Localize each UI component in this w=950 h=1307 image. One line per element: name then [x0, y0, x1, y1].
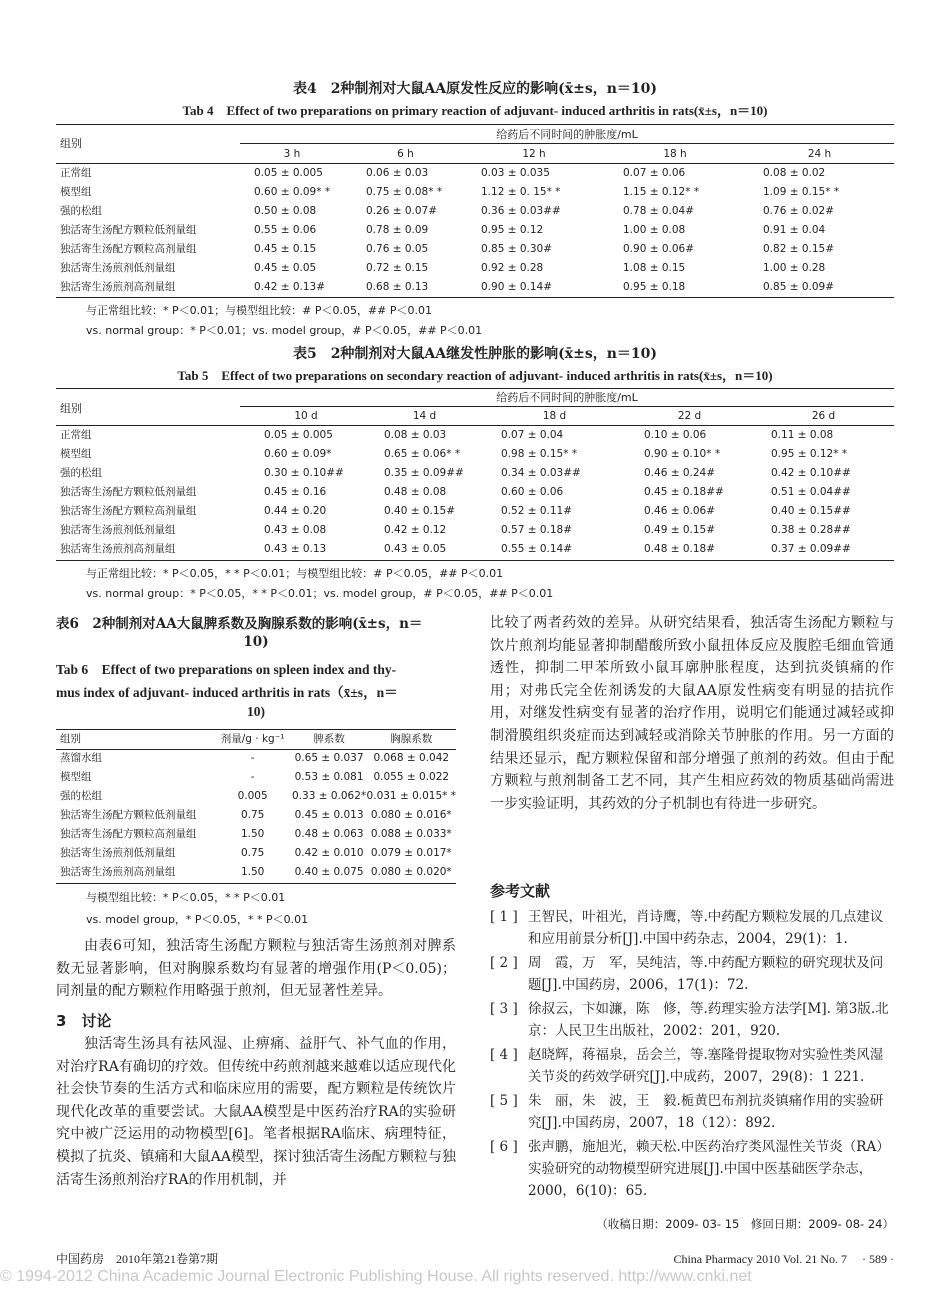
tab4-value-cell: 1.08 ± 0.15	[623, 262, 686, 274]
tab5-value-cell: 0.30 ± 0.10##	[264, 467, 344, 479]
table-row	[56, 502, 894, 521]
tab5-value-cell: 0.90 ± 0.10* *	[644, 448, 721, 460]
tab4-value-cell: 0.05 ± 0.005	[254, 167, 323, 179]
tab4-value-cell: 0.91 ± 0.04	[763, 224, 826, 236]
tab4-group-cell: 强的松组	[60, 205, 102, 217]
tab4-col-header: 6 h	[397, 148, 414, 160]
reference-text: 赵晓辉，蒋福泉，岳会兰，等.塞隆骨提取物对实验性类风湿关节炎的药效学研究[J].中成药，2007，29(8)：1 221.	[528, 1047, 884, 1085]
reference-number: [ 4 ]	[490, 1047, 518, 1063]
tab4-value-cell: 0.50 ± 0.08	[254, 205, 317, 217]
tab5-value-cell: 0.44 ± 0.20	[264, 505, 327, 517]
tab6-cell: 0.079 ± 0.017*	[370, 847, 452, 859]
tab4-col-header: 18 h	[663, 148, 687, 160]
tab6-note-cn: 与模型组比较：* P＜0.05，* * P＜0.01	[86, 891, 286, 904]
tab6-header-rule	[56, 749, 456, 750]
tab4-caption-cn: 表4 2种制剂对大鼠AA原发性反应的影响(x̄±s，n＝10)	[292, 81, 658, 97]
tab5-header-rule	[56, 425, 894, 426]
tab5-value-cell: 0.43 ± 0.05	[384, 543, 447, 555]
tab4-group-cell: 正常组	[60, 167, 92, 179]
tab5-value-cell: 0.35 ± 0.09##	[384, 467, 464, 479]
reference-item	[490, 1136, 894, 1202]
left-body	[56, 935, 456, 1003]
tab4-value-cell: 0.78 ± 0.09	[366, 224, 429, 236]
tab5-note-cn: 与正常组比较：* P＜0.05，* * P＜0.01；与模型组比较：# P＜0.05，## P＜0.01	[86, 567, 504, 580]
reference-text: 朱 丽，朱 波，王 毅.栀黄巴布剂抗炎镇痛作用的实验研究[J].中国药房，2007，18（12）：892.	[528, 1093, 884, 1131]
reference-text: 徐叔云，卞如濂，陈 修，等.药理实验方法学[M]. 第3版.北京：人民卫生出版社，2002：201，920.	[528, 1001, 889, 1039]
tab4-value-cell: 0.75 ± 0.08* *	[366, 186, 443, 198]
table-row	[56, 825, 456, 844]
tab5-col-header: 10 d	[294, 410, 318, 422]
tab6-caption-cn-1: 表6 2种制剂对AA大鼠脾系数及胸腺系数的影响(x̄±s，n＝	[56, 616, 423, 632]
paragraph-discussion-cont: 比较了两者药效的差异。从研究结果看，独活寄生汤配方颗粒与饮片煎剂均能显著抑制醋酸所致小鼠扭体反应及腹腔毛细血管通透性，抑制二甲苯所致小鼠耳廓肿胀程度，达到抗炎镇痛的作用；对弗氏完全佐剂诱发的大鼠AA原发性病变有明显的拮抗作用，对继发性病变有显著的治疗作用，说明它们能通过减轻或抑制滑膜组织炎症而达到减轻或消除关节肿胀的作用。另一方面的结果还显示，配方颗粒保留和部分增强了煎剂的药效。但由于配方颗粒与煎剂制备工艺不同，其产生相应药效的物质基础尚需进一步实验证明，其药效的分子机制也有待进一步研究。	[490, 615, 894, 812]
tab6-caption-en-3: 10)	[247, 704, 265, 719]
tab5-value-cell: 0.38 ± 0.28##	[771, 524, 851, 536]
tab5-value-cell: 0.37 ± 0.09##	[771, 543, 851, 555]
tab6-cell: 独活寄生汤配方颗粒低剂量组	[60, 809, 197, 821]
footer-journal-cn: 中国药房 2010年第21卷第7期	[56, 1252, 219, 1266]
table-row	[56, 183, 894, 202]
tab4-group-cell: 独活寄生汤配方颗粒高剂量组	[60, 243, 197, 255]
tab4-group-cell: 独活寄生汤煎剂低剂量组	[60, 262, 176, 274]
tab6-cell: -	[250, 752, 255, 764]
tab4-value-cell: 0.08 ± 0.02	[763, 167, 826, 179]
reference-text: 张声鹏，施旭光，赖天松.中医药治疗类风湿性关节炎（RA）实验研究的动物模型研究进展[J].中国中医基础医学杂志，2000，6(10)：65.	[528, 1139, 890, 1199]
tab5-col-header: 18 d	[542, 410, 567, 422]
tab4-value-cell: 0.42 ± 0.13#	[254, 281, 326, 293]
tab6-col-header: 脾系数	[313, 733, 345, 745]
tab4-header-blank	[56, 145, 236, 164]
tab4-group-cell: 模型组	[60, 186, 92, 198]
tab5-value-cell: 0.46 ± 0.06#	[644, 505, 716, 517]
table-row	[56, 445, 894, 464]
reference-number: [ 2 ]	[490, 955, 518, 971]
tab6-cell: 0.088 ± 0.033*	[370, 828, 452, 840]
tab5-caption-en: Tab 5 Effect of two preparations on secondary reaction of adjuvant- induced arthritis in rats(x̄±s，n＝10)	[177, 368, 773, 383]
tab4-span-rule	[240, 143, 894, 144]
tab6-col-header: 组别	[60, 733, 81, 745]
tab5-value-cell: 0.55 ± 0.14#	[501, 543, 573, 555]
right-body	[490, 612, 894, 815]
table-row	[56, 540, 894, 559]
tab5-value-cell: 0.40 ± 0.15##	[771, 505, 851, 517]
tab6-caption-en-2: mus index of adjuvant- induced arthritis in rats（x̄±s，n＝	[56, 685, 398, 700]
copyright-watermark: © 1994-2012 China Academic Journal Electronic Publishing House. All rights reserved. http://www.cnki.net	[0, 1268, 752, 1285]
tab4-value-cell: 0.36 ± 0.03##	[481, 205, 561, 217]
footer-journal-en: China Pharmacy 2010 Vol. 21 No. 7 · 589 ·	[673, 1252, 894, 1266]
tab6-cell: 蒸馏水组	[60, 752, 102, 764]
tab5-col-header: 22 d	[677, 410, 702, 422]
tab6-cell: 0.055 ± 0.022	[373, 771, 450, 783]
tab6-cell: 0.031 ± 0.015* *	[366, 790, 456, 802]
tab4-value-cell: 0.85 ± 0.09#	[763, 281, 835, 293]
tab4-header-rule	[56, 163, 894, 164]
tab4-value-cell: 0.06 ± 0.03	[366, 167, 429, 179]
references-heading: 参考文献	[490, 882, 551, 900]
tab6-cell: 0.48 ± 0.063	[294, 828, 364, 840]
tab6-cell: 0.42 ± 0.010	[294, 847, 364, 859]
tab5-note-en: vs. normal group：* P＜0.05，* * P＜0.01；vs. model group，# P＜0.05，## P＜0.01	[86, 587, 554, 600]
tab5-value-cell: 0.49 ± 0.15#	[644, 524, 716, 536]
tab4-value-cell: 0.55 ± 0.06	[254, 224, 317, 236]
table-row	[56, 278, 894, 297]
tab5-group-cell: 独活寄生汤煎剂低剂量组	[60, 524, 176, 536]
tab6-cell: 0.005	[237, 790, 268, 802]
tab4-value-cell: 0.78 ± 0.04#	[623, 205, 695, 217]
tab4-header-row	[56, 145, 894, 164]
tab5-value-cell: 0.60 ± 0.06	[501, 486, 564, 498]
tab5-value-cell: 0.43 ± 0.08	[264, 524, 327, 536]
tab4-top-rule	[56, 124, 894, 125]
tab5-value-cell: 0.98 ± 0.15* *	[501, 448, 578, 460]
paragraph-discussion: 独活寄生汤具有祛风湿、止痹痛、益肝气、补气血的作用，对治疗RA有确切的疗效。但传统中药煎剂越来越难以适应现代化社会快节奏的生活方式和临床应用的需要，配方颗粒是传统饮片现代化改革的重要尝试。大鼠AA模型是中医药治疗RA的实验研究中被广泛运用的动物模型[6]。笔者根据RA临床、病理特征，模拟了抗炎、镇痛和大鼠AA模型，探讨独活寄生汤配方颗粒与独活寄生汤煎剂治疗RA的作用机制，并	[56, 1036, 456, 1188]
tab6-cell: 独活寄生汤配方颗粒高剂量组	[60, 828, 197, 840]
tab5-value-cell: 0.46 ± 0.24#	[644, 467, 716, 479]
tab6-cell: 0.33 ± 0.062*	[292, 790, 367, 802]
tab5-value-cell: 0.95 ± 0.12* *	[771, 448, 848, 460]
tab4-span-header: 给药后不同时间的肿胀度/mL	[496, 128, 638, 141]
tab4-value-cell: 0.92 ± 0.28	[481, 262, 544, 274]
tab5-value-cell: 0.10 ± 0.06	[644, 429, 707, 441]
tab4-group-cell: 独活寄生汤煎剂高剂量组	[60, 281, 176, 293]
tab6-cell: 强的松组	[60, 790, 102, 802]
tab5-value-cell: 0.34 ± 0.03##	[501, 467, 581, 479]
tab4-value-cell: 0.95 ± 0.18	[623, 281, 686, 293]
tab6-bottom-rule	[56, 883, 456, 884]
tab4-value-cell: 0.45 ± 0.05	[254, 262, 317, 274]
section-heading-discussion: 3 讨论	[56, 1012, 112, 1030]
table-row	[56, 259, 894, 278]
tab4-value-cell: 0.76 ± 0.02#	[763, 205, 835, 217]
tab6-note-en: vs. model group，* P＜0.05，* * P＜0.01	[86, 913, 309, 926]
tab6-cell: 1.50	[240, 828, 265, 840]
tab5-value-cell: 0.40 ± 0.15#	[384, 505, 456, 517]
tab5-value-cell: 0.43 ± 0.13	[264, 543, 327, 555]
received-dates: （收稿日期：2009- 03- 15 修回日期：2009- 08- 24）	[596, 1217, 894, 1231]
tab6-caption-en-1: Tab 6 Effect of two preparations on spleen index and thy-	[56, 662, 397, 677]
left-body-2	[56, 1033, 456, 1191]
table-row	[56, 221, 894, 240]
tab4-value-cell: 0.90 ± 0.14#	[481, 281, 553, 293]
tab4-value-cell: 0.85 ± 0.30#	[481, 243, 553, 255]
tab5-value-cell: 0.51 ± 0.04##	[771, 486, 851, 498]
tab5-col-header: 26 d	[811, 410, 836, 422]
table-row	[56, 768, 456, 787]
tab6-cell: 0.65 ± 0.037	[294, 752, 364, 764]
tab4-note-en: vs. normal group：* P＜0.01；vs. model group，# P＜0.05，## P＜0.01	[86, 324, 483, 337]
tab5-value-cell: 0.08 ± 0.03	[384, 429, 447, 441]
tab4-value-cell: 0.76 ± 0.05	[366, 243, 429, 255]
tab5-value-cell: 0.11 ± 0.08	[771, 429, 834, 441]
reference-number: [ 1 ]	[490, 909, 518, 925]
tab6-cell: 独活寄生汤煎剂低剂量组	[60, 847, 176, 859]
tab4-table	[56, 145, 894, 297]
tab4-value-cell: 0.72 ± 0.15	[366, 262, 429, 274]
tab5-group-cell: 强的松组	[60, 467, 102, 479]
tab4-value-cell: 0.07 ± 0.06	[623, 167, 686, 179]
tab6-cell: 0.75	[240, 847, 265, 859]
tab6-cell: 模型组	[60, 771, 92, 783]
tab5-header-row	[56, 407, 894, 426]
tab5-col-header: 14 d	[412, 410, 437, 422]
tab6-cell: 独活寄生汤煎剂高剂量组	[60, 866, 176, 878]
tab4-col-header: 12 h	[522, 148, 546, 160]
tab5-group-cell: 独活寄生汤配方颗粒高剂量组	[60, 505, 197, 517]
tab5-group-cell: 独活寄生汤配方颗粒低剂量组	[60, 486, 197, 498]
reference-item	[490, 952, 894, 996]
reference-item	[490, 906, 894, 950]
tab5-value-cell: 0.05 ± 0.005	[264, 429, 333, 441]
tab4-caption-en: Tab 4 Effect of two preparations on primary reaction of adjuvant- induced arthritis in rats(x̄±s，n＝10)	[182, 103, 768, 118]
table-row	[56, 863, 456, 882]
tab6-col-header: 胸腺系数	[390, 733, 433, 745]
tab5-group-header: 组别	[60, 402, 82, 415]
tab5-value-cell: 0.42 ± 0.10##	[771, 467, 851, 479]
paragraph-table6-result: 由表6可知，独活寄生汤配方颗粒与独活寄生汤煎剂对脾系数无显著影响，但对胸腺系数均有显著的增强作用(P＜0.05)；同剂量的配方颗粒作用略强于煎剂，但无显著性差异。	[56, 938, 456, 1000]
tab6-cell: 0.080 ± 0.016*	[370, 809, 452, 821]
tab6-cell: 0.40 ± 0.075	[294, 866, 364, 878]
tab5-value-cell: 0.52 ± 0.11#	[501, 505, 573, 517]
tab4-value-cell: 0.95 ± 0.12	[481, 224, 544, 236]
tab4-value-cell: 0.82 ± 0.15#	[763, 243, 835, 255]
tab5-value-cell: 0.48 ± 0.18#	[644, 543, 716, 555]
table-row	[56, 164, 894, 183]
references-list	[490, 906, 894, 1204]
tab4-value-cell: 1.15 ± 0.12* *	[623, 186, 700, 198]
tab4-bottom-rule	[56, 297, 894, 298]
tab4-value-cell: 0.90 ± 0.06#	[623, 243, 695, 255]
tab4-value-cell: 0.26 ± 0.07#	[366, 205, 438, 217]
reference-number: [ 5 ]	[490, 1093, 518, 1109]
table-row	[56, 240, 894, 259]
tab4-value-cell: 0.60 ± 0.09* *	[254, 186, 331, 198]
table-row	[56, 464, 894, 483]
table-row	[56, 483, 894, 502]
tab6-cell: 0.068 ± 0.042	[373, 752, 450, 764]
tab5-value-cell: 0.42 ± 0.12	[384, 524, 447, 536]
reference-text: 王智民，叶祖光，肖诗鹰，等.中药配方颗粒发展的几点建议和应用前景分析[J].中国中药杂志，2004，29(1)：1.	[528, 909, 884, 947]
table-row	[56, 426, 894, 445]
reference-number: [ 3 ]	[490, 1001, 518, 1017]
tab4-value-cell: 0.68 ± 0.13	[366, 281, 429, 293]
tab4-value-cell: 1.09 ± 0.15* *	[763, 186, 840, 198]
tab4-col-header: 24 h	[807, 148, 832, 160]
tab4-col-header: 3 h	[283, 148, 301, 160]
table-row	[56, 202, 894, 221]
reference-text: 周 霞，万 军，吴纯洁，等.中药配方颗粒的研究现状及问题[J].中国药房，2006，17(1)：72.	[528, 955, 884, 993]
tab6-cell: 0.080 ± 0.020*	[370, 866, 452, 878]
tab4-value-cell: 1.12 ± 0. 15* *	[481, 186, 561, 198]
tab4-note-cn: 与正常组比较：* P＜0.01；与模型组比较：# P＜0.05，## P＜0.01	[86, 304, 433, 317]
tab5-group-cell: 独活寄生汤煎剂高剂量组	[60, 543, 176, 555]
tab4-group-header: 组别	[60, 137, 82, 150]
tab6-caption-cn-2: 10)	[243, 634, 269, 650]
tab5-caption-cn: 表5 2种制剂对大鼠AA继发性肿胀的影响(x̄±s，n＝10)	[292, 346, 658, 362]
tab6-col-header: 剂量/g · kg⁻¹	[220, 733, 285, 745]
tab5-bottom-rule	[56, 560, 894, 561]
tab5-value-cell: 0.07 ± 0.04	[501, 429, 564, 441]
tab5-value-cell: 0.60 ± 0.09*	[264, 448, 332, 460]
table-row	[56, 787, 456, 806]
reference-item	[490, 1044, 894, 1088]
tab4-value-cell: 1.00 ± 0.08	[623, 224, 686, 236]
tab5-value-cell: 0.45 ± 0.18##	[644, 486, 724, 498]
tab6-cell: 1.50	[240, 866, 265, 878]
reference-number: [ 6 ]	[490, 1139, 518, 1155]
table-row	[56, 806, 456, 825]
tab6-cell: 0.45 ± 0.013	[294, 809, 364, 821]
tab5-group-cell: 模型组	[60, 448, 92, 460]
tab4-group-cell: 独活寄生汤配方颗粒低剂量组	[60, 224, 197, 236]
tab6-cell: 0.75	[240, 809, 265, 821]
tab5-value-cell: 0.48 ± 0.08	[384, 486, 447, 498]
tab5-value-cell: 0.45 ± 0.16	[264, 486, 327, 498]
tab5-group-cell: 正常组	[60, 429, 92, 441]
reference-item	[490, 998, 894, 1042]
tab5-value-cell: 0.57 ± 0.18#	[501, 524, 573, 536]
tab6-header-row	[56, 730, 456, 749]
tab5-span-header: 给药后不同时间的肿胀度/mL	[496, 391, 638, 404]
table-row	[56, 521, 894, 540]
table-row	[56, 749, 456, 768]
tab4-value-cell: 0.45 ± 0.15	[254, 243, 317, 255]
tab5-value-cell: 0.65 ± 0.06* *	[384, 448, 461, 460]
reference-item	[490, 1090, 894, 1134]
tab6-cell: -	[250, 771, 255, 783]
tab6-cell: 0.53 ± 0.081	[294, 771, 364, 783]
tab6-table	[56, 730, 456, 882]
tab4-value-cell: 0.03 ± 0.035	[481, 167, 550, 179]
tab5-header-blank	[56, 407, 246, 426]
tab5-table	[56, 407, 894, 559]
tab4-value-cell: 1.00 ± 0.28	[763, 262, 826, 274]
table-row	[56, 844, 456, 863]
